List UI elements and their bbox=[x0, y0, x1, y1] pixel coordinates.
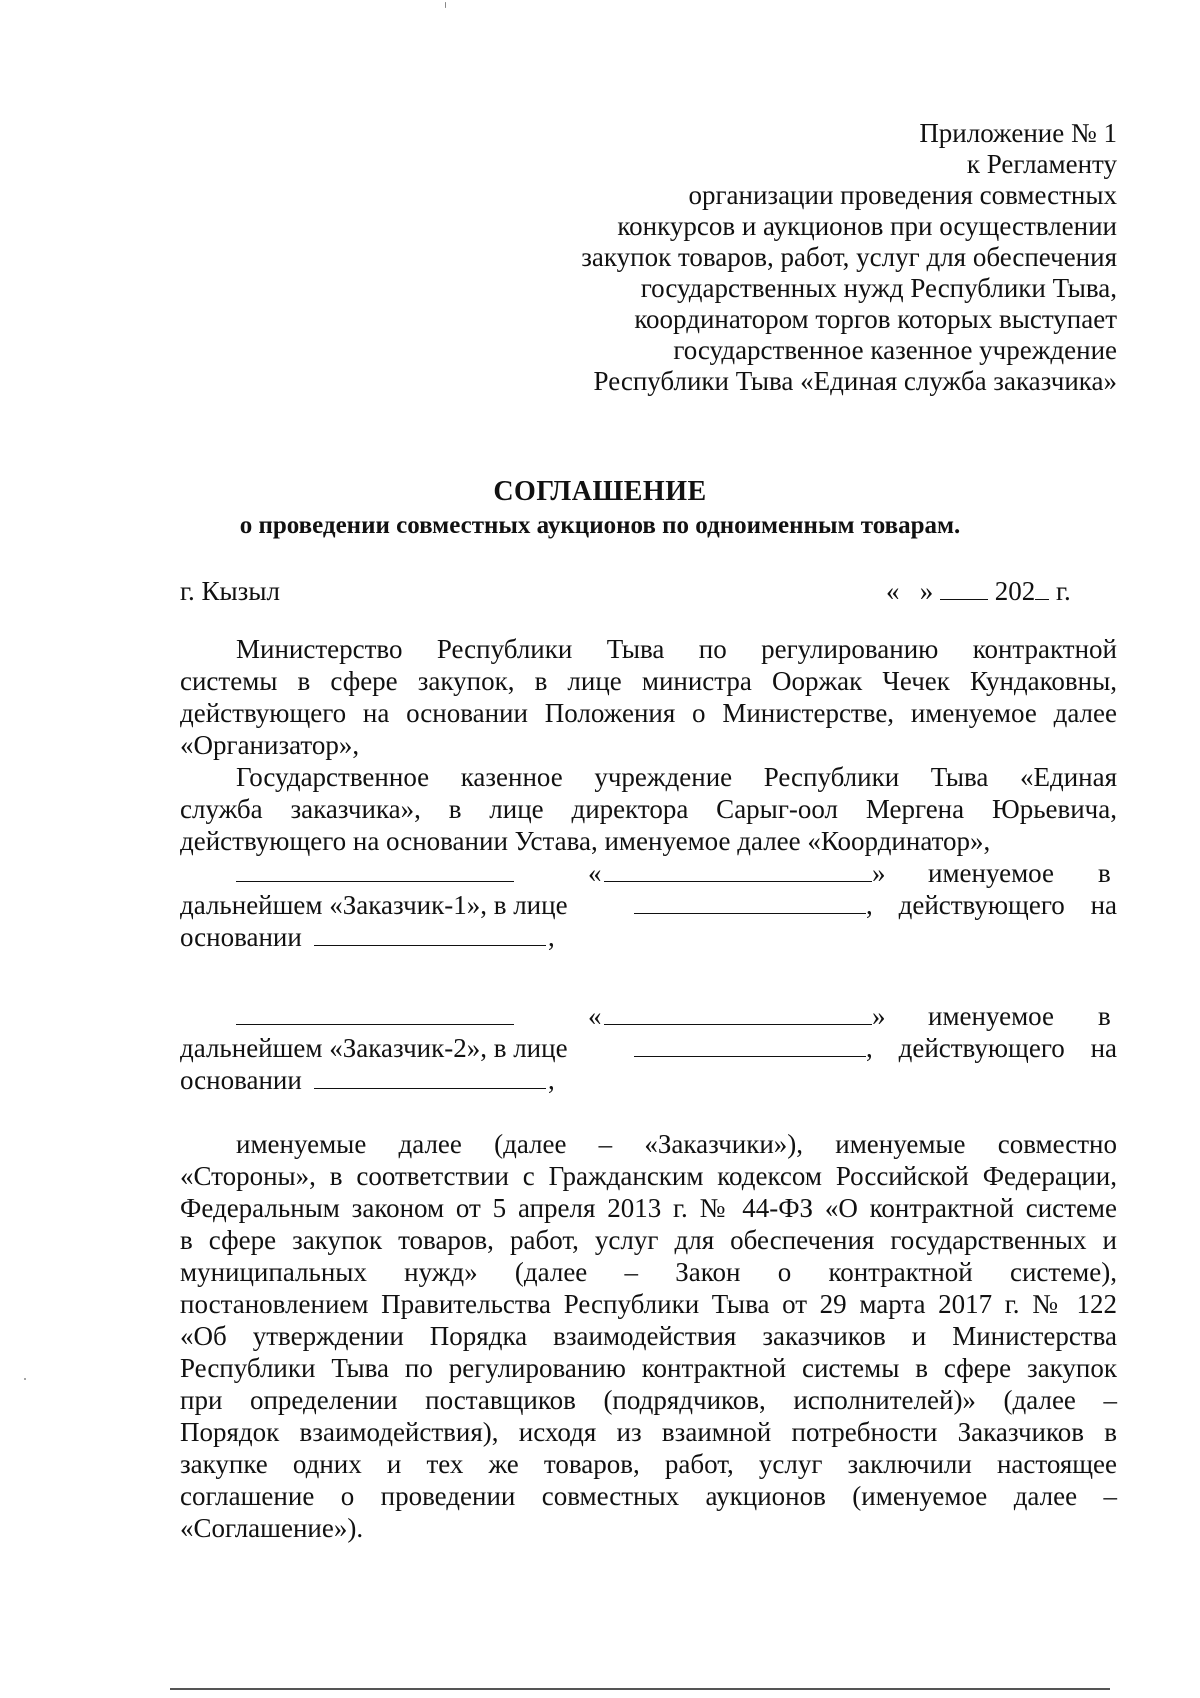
customer2-close-quote: » bbox=[872, 1001, 886, 1031]
annex-line: организации проведения совместных bbox=[688, 180, 1117, 210]
para3-line: при определении поставщиков (подрядчиков, исполнителей)» (далее – bbox=[180, 1385, 1117, 1415]
date-field bbox=[886, 575, 1071, 607]
para1-line: Министерство Республики Тыва по регулированию контрактной bbox=[236, 634, 1117, 664]
annex-line: Республики Тыва «Единая служба заказчика» bbox=[593, 366, 1117, 396]
annex-line: закупок товаров, работ, услуг для обеспечения bbox=[581, 242, 1117, 272]
customer1-in: в bbox=[1098, 858, 1111, 888]
para2-line: Государственное казенное учреждение Республики Тыва «Единая bbox=[236, 762, 1117, 792]
document-title: СОГЛАШЕНИЕ bbox=[493, 476, 707, 507]
scan-speck bbox=[445, 2, 446, 8]
scan-bottom-edge bbox=[170, 1688, 1110, 1690]
customer1-close-quote: » bbox=[872, 858, 886, 888]
customer1-line2-prefix: дальнейшем «Заказчик-1», в лице bbox=[180, 890, 568, 920]
annex-line: Приложение № 1 bbox=[919, 118, 1117, 148]
customer2-line3-prefix: основании bbox=[180, 1065, 302, 1095]
para3-line: «Об утверждении Порядка взаимодействия заказчиков и Министерства bbox=[180, 1321, 1117, 1351]
year-blank[interactable] bbox=[1035, 577, 1049, 600]
para3-line: соглашение о проведении совместных аукционов (именуемое далее – bbox=[180, 1481, 1117, 1511]
para3-line: постановлением Правительства Республики Тыва от 29 марта 2017 г. № 122 bbox=[180, 1289, 1117, 1319]
para2-line: служба заказчика», в лице директора Сарыг-оол Мергена Юрьевича, bbox=[180, 794, 1117, 824]
date-close-quote: » bbox=[919, 576, 934, 606]
customer1-line3-prefix: основании bbox=[180, 922, 302, 952]
customer2-line2-suffix: , действующего на bbox=[866, 1033, 1117, 1063]
customer1-org-name-blank[interactable] bbox=[604, 857, 872, 882]
customer2-line2-prefix: дальнейшем «Заказчик-2», в лице bbox=[180, 1033, 568, 1063]
place-city: г. Кызыл bbox=[180, 576, 280, 606]
para3-line: закупке одних и тех же товаров, работ, услуг заключили настоящее bbox=[180, 1449, 1117, 1479]
customer2-in: в bbox=[1098, 1001, 1111, 1031]
annex-line: к Регламенту bbox=[966, 149, 1117, 179]
scan-speck bbox=[24, 1378, 26, 1380]
customer1-named: именуемое bbox=[928, 858, 1054, 888]
para3-line: муниципальных нужд» (далее – Закон о контрактной системе), bbox=[180, 1257, 1117, 1287]
year-prefix: 202 bbox=[994, 576, 1036, 606]
customer2-line3-suffix: , bbox=[548, 1065, 555, 1095]
annex-header bbox=[581, 118, 1117, 397]
customer1-open-quote: « bbox=[588, 858, 602, 888]
para3-line: именуемые далее (далее – «Заказчики»), именуемые совместно bbox=[236, 1129, 1117, 1159]
customer2-open-quote: « bbox=[588, 1001, 602, 1031]
customer1-person-blank[interactable] bbox=[634, 889, 866, 914]
annex-line: координатором торгов которых выступает bbox=[634, 304, 1117, 334]
month-blank[interactable] bbox=[940, 577, 988, 600]
customer1-org-type-blank[interactable] bbox=[236, 857, 514, 882]
para3-line: Федеральным законом от 5 апреля 2013 г. № 44-ФЗ «О контрактной системе bbox=[180, 1193, 1117, 1223]
customer2-named: именуемое bbox=[928, 1001, 1054, 1031]
customer2-basis-blank[interactable] bbox=[314, 1064, 546, 1089]
para3-line: «Соглашение»). bbox=[180, 1513, 364, 1543]
customer2-person-blank[interactable] bbox=[634, 1032, 866, 1057]
customer1-line3-suffix: , bbox=[548, 922, 555, 952]
para1-line: системы в сфере закупок, в лице министра Ооржак Чечек Кундаковны, bbox=[180, 666, 1117, 696]
para3-line: Порядок взаимодействия), исходя из взаимной потребности Заказчиков в bbox=[180, 1417, 1117, 1447]
customer2-org-type-blank[interactable] bbox=[236, 1000, 514, 1025]
customer1-basis-blank[interactable] bbox=[314, 921, 546, 946]
para2-line: действующего на основании Устава, именуемое далее «Координатор», bbox=[180, 826, 991, 856]
para3-line: «Стороны», в соответствии с Гражданским кодексом Российской Федерации, bbox=[180, 1161, 1117, 1191]
document-subtitle: о проведении совместных аукционов по одноименным товарам. bbox=[239, 512, 961, 539]
annex-line: государственных нужд Республики Тыва, bbox=[640, 273, 1117, 303]
date-open-quote: « bbox=[886, 576, 900, 606]
annex-line: конкурсов и аукционов при осуществлении bbox=[617, 211, 1117, 241]
customer1-line2-suffix: , действующего на bbox=[866, 890, 1117, 920]
customer2-org-name-blank[interactable] bbox=[604, 1000, 872, 1025]
annex-line: государственное казенное учреждение bbox=[673, 335, 1117, 365]
year-suffix: г. bbox=[1056, 576, 1071, 606]
para3-line: Республики Тыва по регулированию контрактной системы в сфере закупок bbox=[180, 1353, 1117, 1383]
para1-line: «Организатор», bbox=[180, 730, 360, 760]
para3-line: в сфере закупок товаров, работ, услуг для обеспечения государственных и bbox=[180, 1225, 1117, 1255]
para1-line: действующего на основании Положения о Министерстве, именуемое далее bbox=[180, 698, 1117, 728]
